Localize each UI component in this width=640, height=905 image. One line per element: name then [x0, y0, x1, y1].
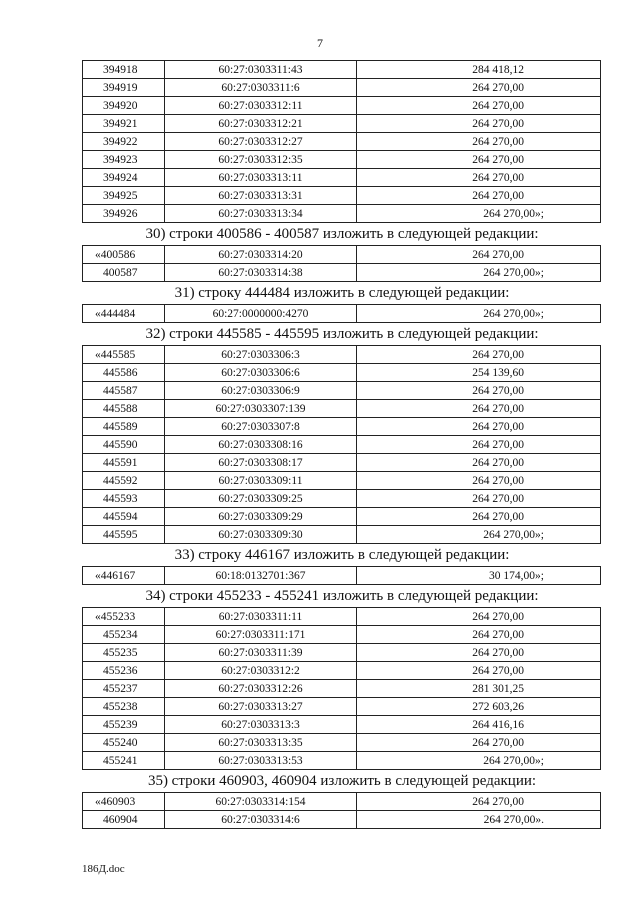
row-number-cell: 394926 — [83, 205, 165, 223]
cadastral-number-cell: 60:27:0303312:2 — [165, 662, 357, 680]
cadastral-number-cell: 60:27:0303311:171 — [165, 626, 357, 644]
table-row — [83, 454, 601, 472]
value-cell: 284 418,12 — [357, 61, 601, 79]
row-number-cell: 445595 — [83, 526, 165, 544]
cadastral-number-cell: 60:27:0303312:35 — [165, 151, 357, 169]
cadastral-number-cell: 60:27:0303306:3 — [165, 346, 357, 364]
value-cell: 264 270,00 — [357, 246, 601, 264]
cadastral-number-cell: 60:27:0303309:25 — [165, 490, 357, 508]
cadastral-number-cell: 60:27:0303312:11 — [165, 97, 357, 115]
row-number-cell: «455233 — [83, 608, 165, 626]
cadastral-number-cell: 60:27:0303306:9 — [165, 382, 357, 400]
value-cell: 264 270,00 — [357, 793, 601, 811]
cadastral-number-cell: 60:27:0303312:21 — [165, 115, 357, 133]
row-number-cell: 394918 — [83, 61, 165, 79]
cadastral-number-cell: 60:27:0303306:6 — [165, 364, 357, 382]
cadastral-number-cell: 60:27:0303313:34 — [165, 205, 357, 223]
table-row — [83, 472, 601, 490]
row-number-cell: 394920 — [83, 97, 165, 115]
row-number-cell: 455235 — [83, 644, 165, 662]
value-cell: 264 270,00 — [357, 97, 601, 115]
value-cell: 272 603,26 — [357, 698, 601, 716]
row-number-cell: 445589 — [83, 418, 165, 436]
value-cell: 264 270,00»; — [357, 264, 601, 282]
section-heading: 33) строку 446167 изложить в следующей редакции: — [174, 547, 510, 563]
row-number-cell: 445590 — [83, 436, 165, 454]
row-number-cell: 455238 — [83, 698, 165, 716]
cadastral-number-cell: 60:27:0303313:31 — [165, 187, 357, 205]
cadastral-number-cell: 60:27:0303307:139 — [165, 400, 357, 418]
table-row — [83, 400, 601, 418]
table-row — [83, 734, 601, 752]
table-row — [83, 608, 601, 626]
data-table — [82, 792, 601, 829]
data-table — [82, 566, 601, 585]
cadastral-number-cell: 60:27:0303308:17 — [165, 454, 357, 472]
row-number-cell: 394924 — [83, 169, 165, 187]
value-cell: 254 139,60 — [357, 364, 601, 382]
cadastral-number-cell: 60:27:0303307:8 — [165, 418, 357, 436]
value-cell: 264 270,00 — [357, 490, 601, 508]
row-number-cell: 394921 — [83, 115, 165, 133]
cadastral-number-cell: 60:27:0000000:4270 — [165, 305, 357, 323]
value-cell: 264 270,00 — [357, 608, 601, 626]
value-cell: 264 270,00 — [357, 472, 601, 490]
data-table — [82, 304, 601, 323]
cadastral-number-cell: 60:27:0303311:11 — [165, 608, 357, 626]
table-row — [83, 346, 601, 364]
value-cell: 264 270,00»; — [357, 205, 601, 223]
value-cell: 264 270,00 — [357, 169, 601, 187]
row-number-cell: «460903 — [83, 793, 165, 811]
table-row — [83, 716, 601, 734]
row-number-cell: 455237 — [83, 680, 165, 698]
row-number-cell: 445592 — [83, 472, 165, 490]
value-cell: 264 416,16 — [357, 716, 601, 734]
table-row — [83, 490, 601, 508]
section-heading: 31) строку 444484 изложить в следующей редакции: — [174, 285, 510, 301]
value-cell: 264 270,00 — [357, 115, 601, 133]
value-cell: 264 270,00»; — [357, 526, 601, 544]
row-number-cell: 455234 — [83, 626, 165, 644]
value-cell: 264 270,00 — [357, 400, 601, 418]
cadastral-number-cell: 60:27:0303311:39 — [165, 644, 357, 662]
row-number-cell: 445594 — [83, 508, 165, 526]
data-table — [82, 607, 601, 770]
cadastral-number-cell: 60:27:0303312:27 — [165, 133, 357, 151]
footer-filename: 186Д.doc — [82, 863, 125, 875]
value-cell: 281 301,25 — [357, 680, 601, 698]
row-number-cell: 455241 — [83, 752, 165, 770]
table-row — [83, 97, 601, 115]
cadastral-number-cell: 60:27:0303311:6 — [165, 79, 357, 97]
cadastral-number-cell: 60:27:0303313:53 — [165, 752, 357, 770]
row-number-cell: 460904 — [83, 811, 165, 829]
data-table — [82, 60, 601, 223]
value-cell: 264 270,00 — [357, 454, 601, 472]
table-row — [83, 169, 601, 187]
table-row — [83, 418, 601, 436]
cadastral-number-cell: 60:27:0303312:26 — [165, 680, 357, 698]
table-row — [83, 115, 601, 133]
row-number-cell: «400586 — [83, 246, 165, 264]
value-cell: 264 270,00 — [357, 626, 601, 644]
row-number-cell: 445587 — [83, 382, 165, 400]
row-number-cell: 455236 — [83, 662, 165, 680]
value-cell: 264 270,00 — [357, 133, 601, 151]
row-number-cell: 400587 — [83, 264, 165, 282]
table-row — [83, 187, 601, 205]
value-cell: 264 270,00 — [357, 79, 601, 97]
table-row — [83, 364, 601, 382]
value-cell: 264 270,00 — [357, 662, 601, 680]
table-row — [83, 811, 601, 829]
row-number-cell: 394922 — [83, 133, 165, 151]
value-cell: 264 270,00 — [357, 346, 601, 364]
data-table — [82, 345, 601, 544]
row-number-cell: 394919 — [83, 79, 165, 97]
cadastral-number-cell: 60:27:0303311:43 — [165, 61, 357, 79]
cadastral-number-cell: 60:27:0303309:30 — [165, 526, 357, 544]
row-number-cell: 455240 — [83, 734, 165, 752]
cadastral-number-cell: 60:27:0303308:16 — [165, 436, 357, 454]
row-number-cell: 394923 — [83, 151, 165, 169]
value-cell: 264 270,00». — [357, 811, 601, 829]
section-heading: 34) строки 455233 - 455241 изложить в следующей редакции: — [145, 588, 539, 604]
value-cell: 264 270,00 — [357, 644, 601, 662]
table-row — [83, 133, 601, 151]
cadastral-number-cell: 60:27:0303309:11 — [165, 472, 357, 490]
data-table — [82, 245, 601, 282]
cadastral-number-cell: 60:27:0303313:27 — [165, 698, 357, 716]
table-row — [83, 151, 601, 169]
table-row — [83, 526, 601, 544]
cadastral-number-cell: 60:27:0303314:154 — [165, 793, 357, 811]
table-row — [83, 626, 601, 644]
cadastral-number-cell: 60:27:0303314:20 — [165, 246, 357, 264]
value-cell: 264 270,00 — [357, 436, 601, 454]
table-row — [83, 246, 601, 264]
value-cell: 264 270,00 — [357, 418, 601, 436]
cadastral-number-cell: 60:27:0303314:6 — [165, 811, 357, 829]
document-body — [82, 60, 602, 829]
row-number-cell: 445586 — [83, 364, 165, 382]
section-heading: 32) строки 445585 - 445595 изложить в следующей редакции: — [145, 326, 539, 342]
cadastral-number-cell: 60:27:0303313:35 — [165, 734, 357, 752]
row-number-cell: 445593 — [83, 490, 165, 508]
value-cell: 264 270,00»; — [357, 752, 601, 770]
value-cell: 30 174,00»; — [357, 567, 601, 585]
table-row — [83, 382, 601, 400]
value-cell: 264 270,00 — [357, 382, 601, 400]
row-number-cell: 445588 — [83, 400, 165, 418]
table-row — [83, 662, 601, 680]
table-row — [83, 793, 601, 811]
table-row — [83, 698, 601, 716]
cadastral-number-cell: 60:27:0303314:38 — [165, 264, 357, 282]
value-cell: 264 270,00»; — [357, 305, 601, 323]
cadastral-number-cell: 60:27:0303313:11 — [165, 169, 357, 187]
section-heading: 35) строки 460903, 460904 изложить в следующей редакции: — [147, 773, 537, 789]
row-number-cell: 445591 — [83, 454, 165, 472]
value-cell: 264 270,00 — [357, 734, 601, 752]
cadastral-number-cell: 60:27:0303313:3 — [165, 716, 357, 734]
row-number-cell: 455239 — [83, 716, 165, 734]
cadastral-number-cell: 60:18:0132701:367 — [165, 567, 357, 585]
value-cell: 264 270,00 — [357, 508, 601, 526]
table-row — [83, 680, 601, 698]
row-number-cell: «445585 — [83, 346, 165, 364]
table-row — [83, 567, 601, 585]
table-row — [83, 61, 601, 79]
table-row — [83, 644, 601, 662]
value-cell: 264 270,00 — [357, 151, 601, 169]
cadastral-number-cell: 60:27:0303309:29 — [165, 508, 357, 526]
section-heading: 30) строки 400586 - 400587 изложить в следующей редакции: — [145, 226, 539, 242]
value-cell: 264 270,00 — [357, 187, 601, 205]
table-row — [83, 79, 601, 97]
row-number-cell: 394925 — [83, 187, 165, 205]
table-row — [83, 508, 601, 526]
row-number-cell: «444484 — [83, 305, 165, 323]
table-row — [83, 436, 601, 454]
row-number-cell: «446167 — [83, 567, 165, 585]
page-number: 7 — [317, 36, 323, 50]
table-row — [83, 752, 601, 770]
table-row — [83, 305, 601, 323]
table-row — [83, 264, 601, 282]
table-row — [83, 205, 601, 223]
